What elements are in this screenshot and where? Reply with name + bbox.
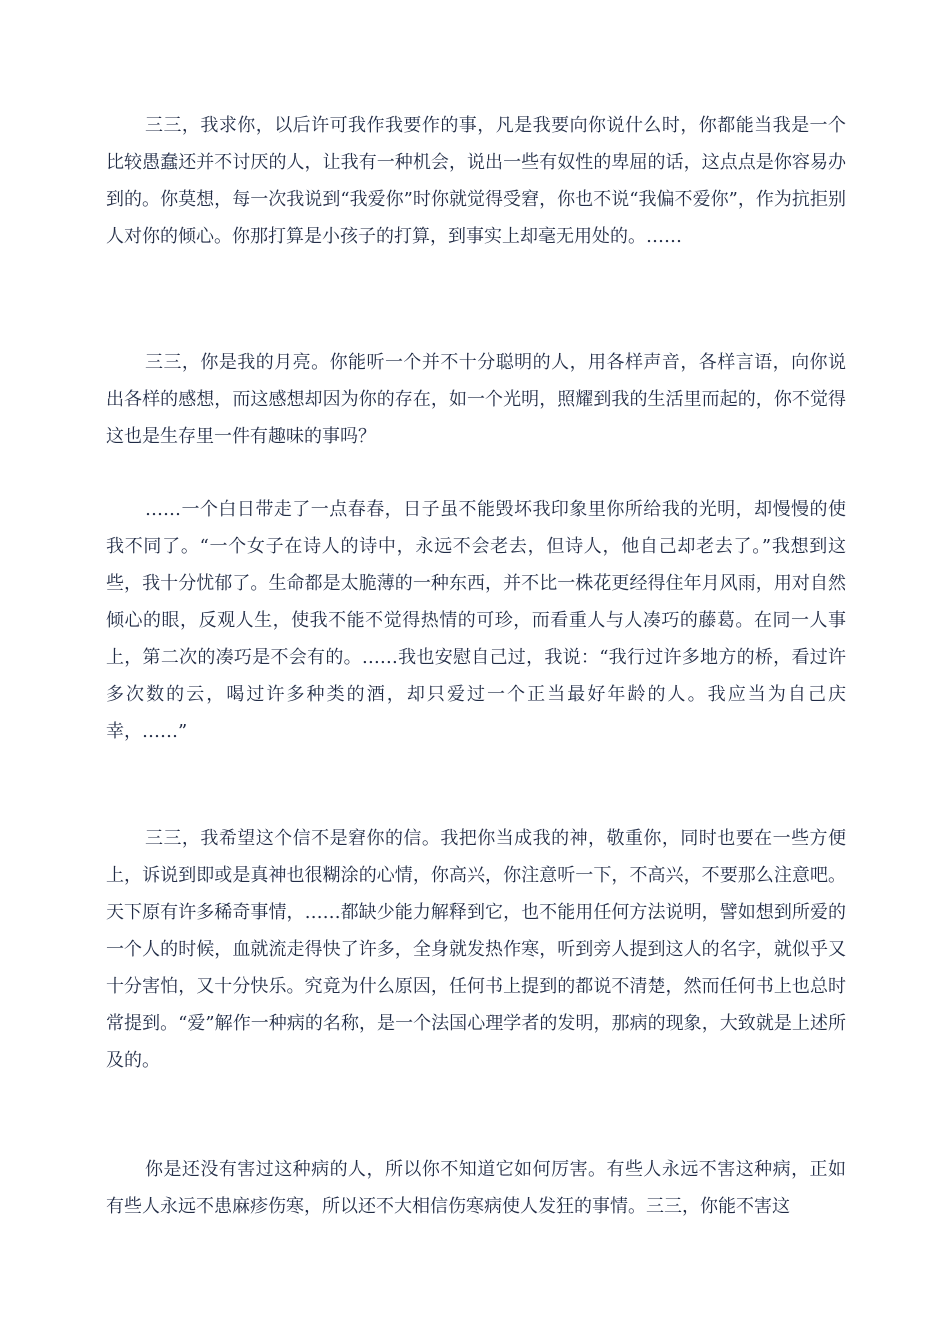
paragraph: 三三，我希望这个信不是窘你的信。我把你当成我的神，敬重你，同时也要在一些方便上，诉说到即或是真神也很糊涂的心情，你高兴，你注意听一下，不高兴，不要那么注意吧。天下原有许多稀奇事情，……都缺少能力解释到它，也不能用任何方法说明，譬如想到所爱的一个人的时候，血就流走得快了许多，全身就发热作寒，听到旁人提到这人的名字，就似乎又十分害怕，又十分快乐。究竟为什么原因，任何书上提到的都说不清楚，然而任何书上也总时常提到。“爱”解作一种病的名称，是一个法国心理学者的发明，那病的现象，大致就是上述所及的。	[106, 828, 846, 1071]
paragraph: 三三，你是我的月亮。你能听一个并不十分聪明的人，用各样声音，各样言语，向你说出各样的感想，而这感想却因为你的存在，如一个光明，照耀到我的生活里而起的，你不觉得这也是生存里一件有趣味的事吗？	[106, 352, 846, 447]
paragraph: ……一个白日带走了一点春春，日子虽不能毁坏我印象里你所给我的光明，却慢慢的使我不同了。“一个女子在诗人的诗中，永远不会老去，但诗人，他自己却老去了。”我想到这些，我十分忧郁了。生命都是太脆薄的一种东西，并不比一株花更经得住年月风雨，用对自然倾心的眼，反观人生，使我不能不觉得热情的可珍，而看重人与人凑巧的藤葛。在同一人事上，第二次的凑巧是不会有的。……我也安慰自己过，我说：“我行过许多地方的桥，看过许多次数的云，喝过许多种类的酒，却只爱过一个正当最好年龄的人。我应当为自己庆幸，……”	[106, 499, 846, 742]
paragraph: 三三，我求你，以后许可我作我要作的事，凡是我要向你说什么时，你都能当我是一个比较愚蠢还并不讨厌的人，让我有一种机会，说出一些有奴性的卑屈的话，这点点是你容易办到的。你莫想，每一次我说到“我爱你”时你就觉得受窘，你也不说“我偏不爱你”，作为抗拒别人对你的倾心。你那打算是小孩子的打算，到事实上却毫无用处的。……	[106, 115, 846, 247]
paragraph: 你是还没有害过这种病的人，所以你不知道它如何厉害。有些人永远不害这种病，正如有些人永远不患麻疹伤寒，所以还不大相信伤寒病使人发狂的事情。三三，你能不害这	[106, 1159, 846, 1217]
